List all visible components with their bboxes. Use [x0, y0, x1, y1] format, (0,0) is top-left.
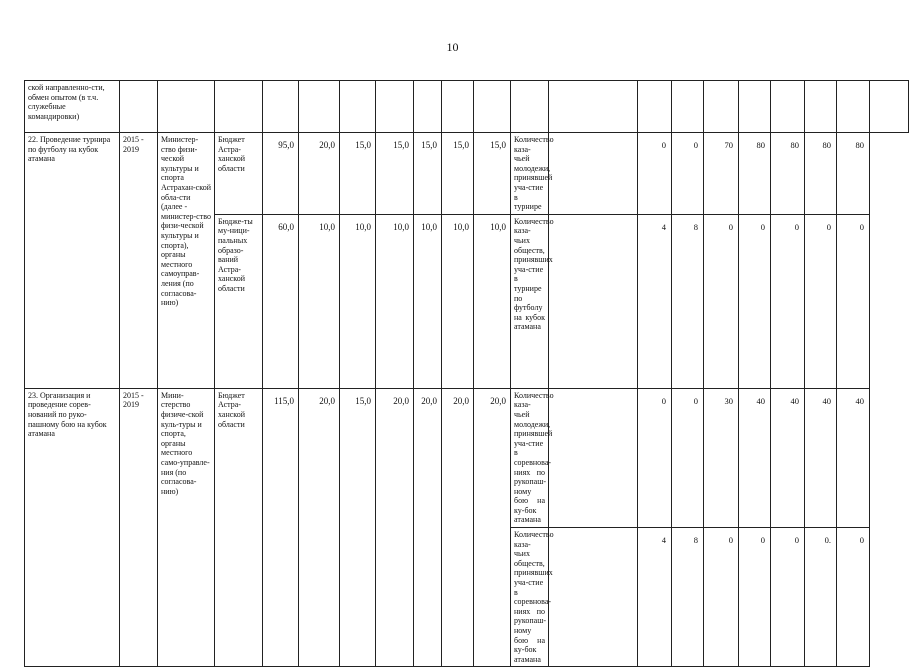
indicator-value: 0 [739, 214, 771, 388]
funding-value: 20,0 [442, 388, 474, 667]
indicator-name-cell: Количество каза-чьей молодежи, принявшей уча-стие в соревнова-ниях по рукопаш-ному бою на ку-бок атамана [511, 388, 549, 527]
funding-value: 10,0 [299, 214, 340, 388]
indicator-value: 40 [739, 388, 771, 527]
empty-cell [158, 81, 215, 133]
page-number: 10 [446, 40, 459, 54]
empty-cell [549, 81, 638, 133]
funding-value: 15,0 [340, 388, 376, 667]
funding-value: 10,0 [340, 214, 376, 388]
empty-cell [215, 81, 263, 133]
funding-value: 95,0 [263, 133, 299, 215]
indicator-value: 0 [805, 214, 837, 388]
table-row-continuation [25, 81, 909, 133]
empty-cell [870, 81, 909, 133]
period-cell-22: 2015 - 2019 [120, 133, 158, 389]
indicator-value: 0. [805, 528, 837, 667]
indicator-value: 70 [704, 133, 739, 215]
empty-cell [549, 133, 638, 215]
empty-cell [442, 81, 474, 133]
funding-value: 10,0 [376, 214, 414, 388]
empty-cell [549, 214, 638, 388]
empty-cell [340, 81, 376, 133]
executor-cell-23: Мини-стерство физиче-ской куль-туры и спорта, органы местного само-управле-ния (по согласова-нию) [158, 388, 215, 667]
funding-value: 20,0 [376, 388, 414, 667]
empty-cell [474, 81, 511, 133]
indicator-value: 40 [805, 388, 837, 527]
funding-value: 10,0 [474, 214, 511, 388]
empty-cell [549, 388, 638, 527]
funding-value: 15,0 [442, 133, 474, 215]
indicator-name-cell: Количество каза-чьих обществ, принявших уча-стие в турнире по футболу на кубок атамана [511, 214, 549, 388]
funding-value: 10,0 [414, 214, 442, 388]
funding-source-cell: Бюджет Астра-ханской области [215, 133, 263, 215]
empty-cell [805, 81, 837, 133]
funding-value: 15,0 [376, 133, 414, 215]
empty-cell [638, 81, 672, 133]
indicator-value: 0 [704, 214, 739, 388]
empty-cell [299, 81, 340, 133]
period-cell-23: 2015 - 2019 [120, 388, 158, 667]
indicator-value: 80 [739, 133, 771, 215]
indicator-value: 8 [672, 214, 704, 388]
program-table [24, 80, 909, 667]
funding-value: 115,0 [263, 388, 299, 667]
indicator-value: 0 [837, 528, 870, 667]
indicator-value: 0 [837, 214, 870, 388]
indicator-value: 40 [837, 388, 870, 527]
indicator-value: 0 [704, 528, 739, 667]
executor-cell-22: Министер-ство физи-ческой культуры и спорта Астрахан-ской обла-сти (далее - министер-ство физи-ческой культуры и спорта), органы местного самоуправ-ления (по согласова-нию) [158, 133, 215, 389]
activity-cell: ской направленно-сти, обмен опытом (в т.ч. служебные командировки) [25, 81, 120, 133]
funding-value: 20,0 [299, 133, 340, 215]
indicator-value: 80 [837, 133, 870, 215]
indicator-value: 40 [771, 388, 805, 527]
funding-source-cell: Бюдже-ты му-ници-пальных образо-ваний Астра-ханской области [215, 214, 263, 388]
funding-value: 15,0 [474, 133, 511, 215]
indicator-value: 0 [771, 528, 805, 667]
empty-cell [120, 81, 158, 133]
activity-cell-22: 22. Проведение турнира по футболу на кубок атамана [25, 133, 120, 389]
indicator-value: 4 [638, 528, 672, 667]
indicator-value: 0 [672, 388, 704, 527]
empty-cell [414, 81, 442, 133]
empty-cell [672, 81, 704, 133]
empty-cell [837, 81, 870, 133]
funding-value: 60,0 [263, 214, 299, 388]
empty-cell [739, 81, 771, 133]
indicator-value: 0 [672, 133, 704, 215]
empty-cell [549, 528, 638, 667]
funding-value: 10,0 [442, 214, 474, 388]
indicator-value: 30 [704, 388, 739, 527]
indicator-value: 4 [638, 214, 672, 388]
indicator-value: 80 [805, 133, 837, 215]
indicator-value: 8 [672, 528, 704, 667]
empty-cell [704, 81, 739, 133]
indicator-value: 0 [739, 528, 771, 667]
empty-cell [263, 81, 299, 133]
funding-value: 20,0 [474, 388, 511, 667]
activity-cell-23: 23. Организация и проведение сорев-нований по руко-пашному бою на кубок атамана [25, 388, 120, 667]
indicator-name-cell: Количество каза-чьих обществ, принявших уча-стие в соревнова-ниях по рукопаш-ному бою на ку-бок атамана [511, 528, 549, 667]
funding-value: 15,0 [414, 133, 442, 215]
table-row-22-regional [25, 133, 909, 215]
funding-value: 15,0 [340, 133, 376, 215]
funding-value: 20,0 [414, 388, 442, 667]
indicator-name-cell: Количество каза-чьей молодежи, принявшей уча-стие в турнире [511, 133, 549, 215]
table-row-23-youth [25, 388, 909, 527]
indicator-value: 0 [638, 388, 672, 527]
empty-cell [511, 81, 549, 133]
funding-source-cell: Бюджет Астра-ханской области [215, 388, 263, 667]
indicator-value: 0 [638, 133, 672, 215]
empty-cell [771, 81, 805, 133]
empty-cell [376, 81, 414, 133]
funding-value: 20,0 [299, 388, 340, 667]
indicator-value: 80 [771, 133, 805, 215]
indicator-value: 0 [771, 214, 805, 388]
